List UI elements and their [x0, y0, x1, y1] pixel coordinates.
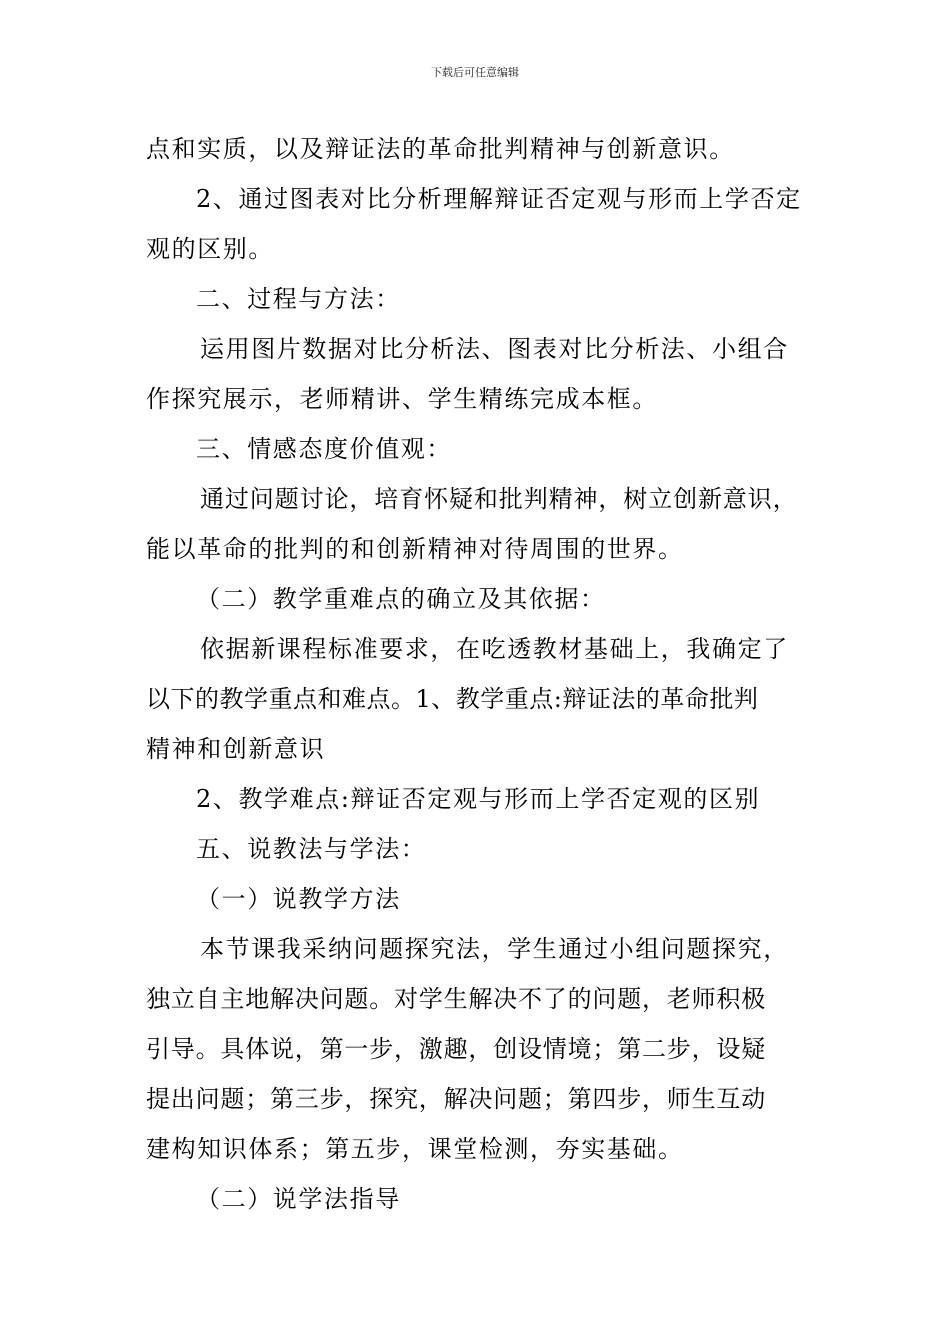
body-line: 独立自主地解决问题。对学生解决不了的问题，老师积极 [146, 985, 766, 1013]
body-line: 建构知识体系；第五步，课堂检测，夯实基础。 [146, 1135, 684, 1163]
body-line: 以下的教学重点和难点。1、教学重点:辩证法的革命批判 [146, 685, 759, 713]
section-heading: （二）教学重难点的确立及其依据： [196, 585, 606, 613]
body-line: 提出问题；第三步，探究，解决问题；第四步，师生互动 [146, 1085, 766, 1113]
body-line: 作探究展示，老师精讲、学生精练完成本框。 [146, 385, 658, 413]
section-heading: （一）说教学方法 [196, 885, 401, 913]
body-line: 点和实质，以及辩证法的革命批判精神与创新意识。 [146, 135, 735, 163]
section-heading: 二、过程与方法： [196, 285, 401, 313]
body-line: 能以革命的批判的和创新精神对待周围的世界。 [146, 535, 684, 563]
body-line: 本节课我采纳问题探究法，学生通过小组问题探究， [200, 935, 789, 963]
body-line: 运用图片数据对比分析法、图表对比分析法、小组合 [200, 335, 789, 363]
body-line: 2、通过图表对比分析理解辩证否定观与形而上学否定 [196, 185, 802, 213]
body-line: 2、教学难点:辩证否定观与形而上学否定观的区别 [196, 785, 761, 813]
body-line: 精神和创新意识 [146, 735, 326, 763]
section-heading: 三、情感态度价值观： [196, 435, 452, 463]
section-heading: （二）说学法指导 [196, 1185, 401, 1213]
page-header: 下载后可任意编辑 [431, 66, 519, 79]
section-heading: 五、说教法与学法： [196, 835, 427, 863]
body-line: 观的区别。 [146, 235, 274, 263]
body-line: 依据新课程标准要求，在吃透教材基础上，我确定了 [200, 635, 789, 663]
body-line: 引导。具体说，第一步，激趣，创设情境；第二步，设疑 [146, 1035, 766, 1063]
body-line: 通过问题讨论，培育怀疑和批判精神，树立创新意识， [200, 485, 798, 513]
